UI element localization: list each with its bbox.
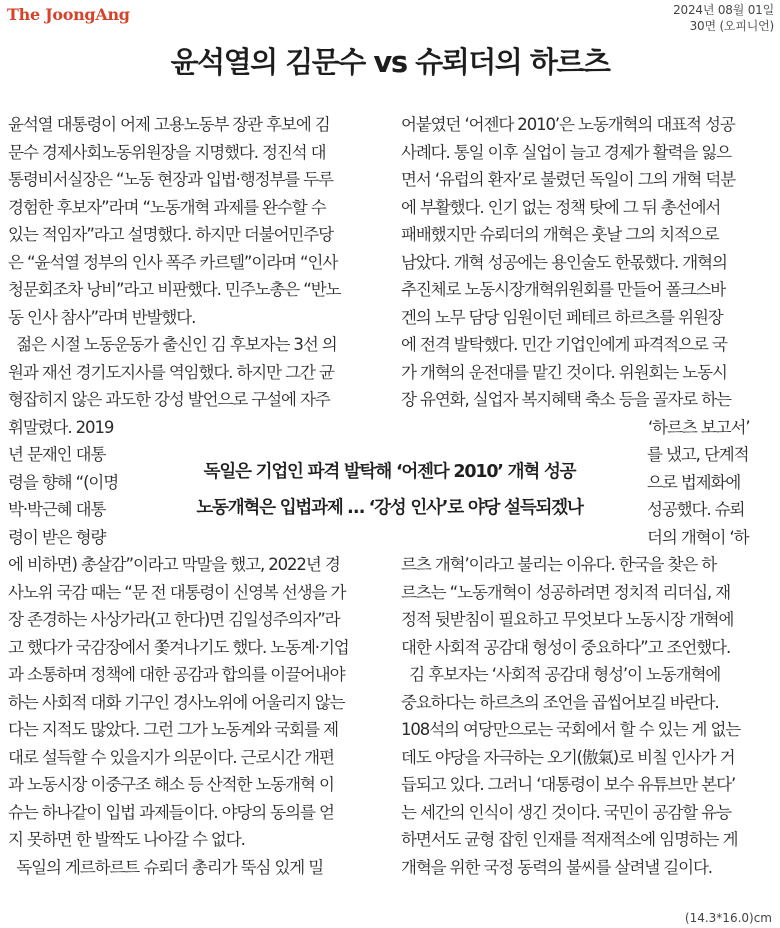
text-line: 는 세간의 인식이 생긴 것이다. 국민이 공감할 유능 — [401, 802, 731, 822]
text-line: 면서 ‘유럽의 환자’로 불렸던 독일이 그의 개혁 덕분 — [401, 170, 736, 189]
text-line: 고 했다가 국감장에서 쫓겨나기도 했다. 노동계·기업 — [8, 637, 349, 657]
text-line: 를 냈고, 단계적 — [647, 445, 749, 464]
text-line: 중요하다는 하르츠의 조언을 곱씹어보길 바란다. — [401, 692, 719, 712]
text-line: 다는 지적도 많았다. 그런 그가 노동계와 국회를 제 — [8, 720, 338, 739]
text-line: 대한 사회적 공감대 형성이 중요하다”고 조언했다. — [401, 637, 731, 657]
text-line: 년 문재인 대통 — [8, 445, 106, 464]
page-section: 30면 (오피니언) — [689, 19, 774, 33]
text-line: ‘하르츠 보고서’ — [648, 417, 750, 437]
text-line: 가 개혁의 운전대를 맡긴 것이다. 위원회는 노동시 — [401, 362, 727, 382]
newspaper-logo: The JoongAng — [7, 5, 130, 24]
publication-date: 2024년 08월 01일 — [673, 3, 774, 17]
text-line: 108석의 여당만으로는 국회에서 할 수 있는 게 없는 — [401, 720, 741, 739]
text-line: 김 후보자는 ‘사회적 공감대 형성’이 노동개혁에 — [401, 665, 721, 684]
right-column-top — [401, 111, 773, 441]
text-line: 과 노동시장 이중구조 해소 등 산적한 노동개혁 이 — [8, 775, 334, 794]
text-line: 윤석열 대통령이 어제 고용노동부 장관 후보에 김 — [8, 115, 330, 134]
text-line: 에 부활했다. 인기 없는 정책 탓에 그 뒤 총선에서 — [401, 197, 721, 217]
pullquote — [152, 446, 627, 542]
text-line: 형잡히지 않은 과도한 강성 발언으로 구설에 자주 — [8, 390, 330, 409]
text-line: 장 존경하는 사상가라(고 한다)면 김일성주의자”라 — [8, 610, 340, 629]
text-line: 사례다. 통일 이후 실업이 늘고 경제가 활력을 잃으 — [401, 142, 731, 162]
pullquote-line: 독일은 기업인 파격 발탁해 ‘어젠다 2010’ 개혁 성공 — [203, 462, 576, 482]
text-line: 문수 경제사회노동위원장을 지명했다. 정진석 대 — [8, 142, 326, 162]
text-line: 겐의 노무 담당 임원이던 페테르 하르츠를 위원장 — [401, 307, 723, 327]
text-line: 추진체로 노동시장개혁위원회를 만들어 폴크스바 — [401, 280, 726, 299]
text-line: 젊은 시절 노동운동가 출신인 김 후보자는 3선 의 — [8, 335, 337, 354]
text-line: 남았다. 개혁 성공에는 용인술도 한몫했다. 개혁의 — [401, 252, 727, 272]
left-column-bottom — [8, 551, 380, 881]
text-line: 대로 설득할 수 있을지가 의문이다. 근로시간 개편 — [8, 747, 334, 767]
text-line: 개혁을 위한 국정 동력의 불씨를 살려낼 길이다. — [401, 857, 712, 877]
text-line: 슈는 하나같이 입법 과제들이다. 야당의 동의를 얻 — [8, 802, 334, 822]
text-line: 은 “윤석열 정부의 인사 폭주 카르텔”이라며 “인사 — [8, 252, 338, 272]
text-line: 패배했지만 슈뢰더의 개혁은 훗날 그의 치적으로 — [401, 225, 719, 244]
text-line: 사노위 국감 때는 “문 전 대통령이 신영복 선생을 가 — [8, 582, 346, 602]
text-line: 청문회조차 낭비”라고 비판했다. 민주노총은 “반노 — [8, 280, 341, 299]
text-line: 령이 받은 형량 — [8, 527, 106, 547]
article-title: 윤석열의 김문수 vs 슈뢰더의 하르츠 — [170, 45, 610, 79]
pullquote-line: 노동개혁은 입법과제 … ‘강성 인사’로 야당 설득되겠나 — [196, 498, 583, 518]
text-line: 동 인사 참사”라며 반발했다. — [8, 307, 196, 327]
text-line: 으로 법제화에 — [647, 472, 741, 492]
text-line: 어붙였던 ‘어젠다 2010’은 노동개혁의 대표적 성공 — [401, 115, 735, 134]
text-line: 장 유연화, 실업자 복지혜택 축소 등을 골자로 하는 — [401, 390, 731, 409]
text-line: 원과 재선 경기도지사를 역임했다. 하지만 그간 균 — [8, 362, 334, 382]
text-line: 성공했다. 슈뢰 — [647, 500, 745, 519]
text-line: 듭되고 있다. 그러니 ‘대통령이 보수 유튜브만 본다’ — [401, 775, 736, 794]
text-line: 에 전격 발탁했다. 민간 기업인에게 파격적으로 국 — [401, 335, 727, 354]
text-line: 지 못하면 한 발짝도 나아갈 수 없다. — [8, 830, 245, 849]
text-line: 정적 뒷받침이 필요하고 무엇보다 노동시장 개혁에 — [401, 610, 734, 629]
text-line: 있는 적임자”라고 설명했다. 하지만 더불어민주당 — [8, 225, 333, 244]
text-line: 휘말렸다. 2019 — [8, 417, 114, 437]
text-line: 박·박근혜 대통 — [8, 500, 106, 519]
text-line: 경험한 후보자”라며 “노동개혁 과제를 완수할 수 — [8, 197, 326, 217]
text-line: 하는 사회적 대화 기구인 경사노위에 어울리지 않는 — [8, 692, 345, 712]
text-line: 독일의 게르하르트 슈뢰더 총리가 뚝심 있게 밀 — [8, 857, 324, 877]
text-line: 더의 개혁이 ‘하 — [647, 527, 749, 547]
text-line: 르츠 개혁’이라고 불리는 이유다. 한국을 찾은 하 — [401, 555, 717, 574]
text-line: 통령비서실장은 “노동 현장과 입법·행정부를 두루 — [8, 170, 333, 189]
text-line: 에 비하면) 총살감”이라고 막말을 했고, 2022년 경 — [8, 555, 340, 574]
text-line: 하면서도 균형 잡힌 인재를 적재적소에 임명하는 게 — [401, 830, 738, 849]
right-column-bottom — [401, 551, 773, 881]
text-line: 령을 향해 “(이명 — [8, 472, 119, 492]
text-line: 과 소통하며 정책에 대한 공감과 합의를 이끌어내야 — [8, 665, 345, 684]
left-column-top — [8, 111, 380, 441]
text-line: 르츠는 “노동개혁이 성공하려면 정치적 리더십, 재 — [401, 582, 731, 602]
text-line: 데도 야당을 자극하는 오기(傲氣)로 비칠 인사가 거 — [401, 747, 735, 767]
size-note: (14.3*16.0)cm — [684, 911, 772, 925]
